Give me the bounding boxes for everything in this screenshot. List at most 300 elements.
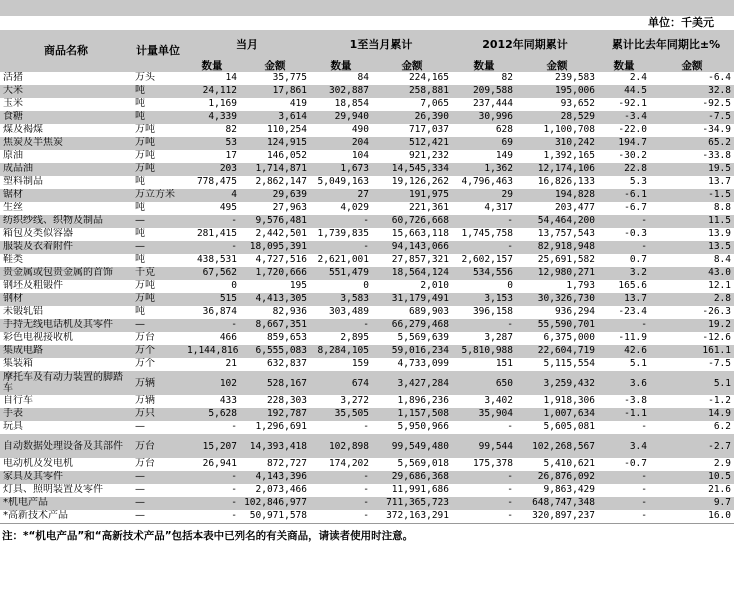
cell-ya: 94,143,066: [372, 241, 452, 254]
cell-cq: -: [598, 471, 650, 484]
cell-mq: -: [231, 484, 237, 496]
header-month: 当月: [184, 30, 310, 60]
cell-yq: 490: [351, 124, 369, 136]
cell-commodity-name: 纺织纱线、织物及制品: [0, 215, 132, 228]
cell-ya: 224,165: [408, 72, 449, 84]
cell-pq: -: [507, 484, 513, 496]
cell-pq: -: [507, 510, 513, 522]
cell-pa: 194,828: [516, 189, 598, 202]
table-row: [0, 98, 734, 111]
cell-ya: 15,663,118: [391, 228, 449, 240]
cell-pq: -: [452, 215, 516, 228]
cell-mq: 203: [184, 163, 240, 176]
cell-pa: 26,876,092: [516, 471, 598, 484]
cell-unit: —: [132, 319, 184, 332]
header-ytd: 1至当月累计: [310, 30, 452, 60]
cell-cq: 194.7: [598, 137, 650, 150]
cell-mq: -: [184, 241, 240, 254]
cell-cq: 42.6: [598, 345, 650, 358]
cell-ca: 21.6: [708, 484, 731, 496]
cell-commodity-name: 集装箱: [3, 358, 33, 370]
table-row: [0, 280, 734, 293]
cell-mq: 5,628: [184, 408, 240, 421]
cell-ya: 191,975: [372, 189, 452, 202]
cell-pq: 5,810,988: [452, 345, 516, 358]
cell-commodity-name: *高新技术产品: [3, 510, 68, 522]
cell-yq: 27: [310, 189, 372, 202]
cell-pa: 12,980,271: [516, 267, 598, 280]
cell-mq: 778,475: [196, 176, 237, 188]
header-qty: 数量: [598, 60, 650, 72]
cell-ca: 5.1: [650, 371, 734, 395]
cell-pq: 149: [495, 150, 513, 162]
cell-yq: -: [310, 215, 372, 228]
cell-pa: 3,259,432: [516, 371, 598, 395]
cell-ma: 2,862,147: [255, 176, 307, 188]
cell-unit: 万吨: [135, 150, 155, 162]
cell-ma: 2,442,501: [255, 228, 307, 240]
cell-pa: 5,410,621: [543, 458, 595, 470]
cell-ca: 161.1: [650, 345, 734, 358]
cell-cq: 5.1: [629, 358, 647, 370]
cell-ya: 66,279,468: [372, 319, 452, 332]
cell-commodity-name: 自动数据处理设备及其部件: [0, 434, 132, 458]
cell-ya: 1,896,236: [397, 395, 449, 407]
cell-cq: 2.4: [629, 72, 647, 84]
cell-ya: 711,365,723: [372, 497, 452, 510]
table-row: [0, 484, 734, 497]
cell-pa: 1,392,165: [543, 150, 595, 162]
cell-cq: -6.1: [598, 189, 650, 202]
cell-ya: 3,427,284: [372, 371, 452, 395]
cell-cq: 3.4: [598, 434, 650, 458]
cell-ca: 8.8: [713, 202, 731, 214]
cell-ma: 14,393,418: [240, 434, 310, 458]
cell-commodity-name: 焦炭及半焦炭: [0, 137, 132, 150]
cell-ca: 13.7: [708, 176, 731, 188]
cell-pq: 3,153: [452, 293, 516, 306]
cell-unit: —: [132, 471, 184, 484]
cell-yq: 3,272: [340, 395, 369, 407]
cell-commodity-name: 灯具、照明装置及零件: [3, 484, 103, 496]
cell-pq: 99,544: [452, 434, 516, 458]
cell-unit: 万台: [135, 458, 155, 470]
cell-commodity-name: *机电产品: [0, 497, 132, 510]
cell-yq: -: [310, 497, 372, 510]
table-row: [0, 293, 734, 306]
export-table: [0, 30, 734, 523]
cell-unit: 吨: [135, 254, 145, 266]
cell-unit: 吨: [135, 98, 145, 110]
cell-commodity-name: 钢坯及粗锻件: [3, 280, 63, 292]
cell-cq: 3.6: [598, 371, 650, 395]
cell-pq: 1,362: [452, 163, 516, 176]
cell-yq: -: [310, 319, 372, 332]
table-row: [0, 72, 734, 85]
cell-yq: 204: [310, 137, 372, 150]
cell-unit: —: [132, 241, 184, 254]
cell-pa: 1,100,708: [543, 124, 595, 136]
cell-pa: 22,604,719: [516, 345, 598, 358]
table-row: [0, 471, 734, 484]
cell-cq: 165.6: [618, 280, 647, 292]
cell-unit: 万台: [135, 332, 155, 344]
cell-ca: -92.5: [702, 98, 731, 110]
cell-cq: -23.4: [618, 306, 647, 318]
cell-commodity-name: 煤及褐煤: [3, 124, 43, 136]
cell-pq: 0: [507, 280, 513, 292]
cell-ya: 4,733,099: [397, 358, 449, 370]
table-row: [0, 395, 734, 408]
table-row: [0, 358, 734, 371]
cell-ya: 19,126,262: [391, 176, 449, 188]
cell-mq: 15,207: [184, 434, 240, 458]
cell-pq: -: [452, 471, 516, 484]
cell-commodity-name: 箱包及类似容器: [3, 228, 73, 240]
cell-ca: 14.9: [650, 408, 734, 421]
cell-yq: 1,673: [310, 163, 372, 176]
cell-ma: 195: [289, 280, 307, 292]
cell-unit: 吨: [135, 176, 145, 188]
cell-commodity-name: 鞋类: [3, 254, 23, 266]
cell-mq: 53: [184, 137, 240, 150]
cell-ya: 689,903: [408, 306, 449, 318]
cell-yq: -: [363, 484, 369, 496]
cell-pa: 195,006: [516, 85, 598, 98]
cell-unit: —: [135, 510, 145, 522]
cell-ya: 258,881: [372, 85, 452, 98]
cell-mq: 466: [219, 332, 237, 344]
cell-commodity-name: 贵金属或包贵金属的首饰: [0, 267, 132, 280]
cell-cq: 13.7: [598, 293, 650, 306]
cell-pq: 151: [495, 358, 513, 370]
cell-pq: 69: [452, 137, 516, 150]
cell-unit: 万吨: [132, 163, 184, 176]
cell-pa: 30,326,730: [516, 293, 598, 306]
cell-ya: 11,991,686: [391, 484, 449, 496]
cell-commodity-name: 集成电路: [0, 345, 132, 358]
cell-ya: 31,179,491: [372, 293, 452, 306]
cell-unit: 千克: [132, 267, 184, 280]
cell-yq: 674: [310, 371, 372, 395]
cell-pa: 102,268,567: [516, 434, 598, 458]
cell-pa: 5,115,554: [543, 358, 595, 370]
table-row: [0, 408, 734, 421]
cell-yq: -: [310, 241, 372, 254]
cell-yq: 18,854: [334, 98, 369, 110]
cell-unit: 万辆: [135, 395, 155, 407]
cell-yq: 303,489: [328, 306, 369, 318]
cell-yq: 174,202: [328, 458, 369, 470]
cell-pq: 4,796,463: [461, 176, 513, 188]
cell-pa: 54,464,200: [516, 215, 598, 228]
cell-pa: 648,747,348: [516, 497, 598, 510]
cell-ya: 60,726,668: [372, 215, 452, 228]
cell-yq: 551,479: [310, 267, 372, 280]
cell-mq: 4: [184, 189, 240, 202]
cell-ya: 2,010: [420, 280, 449, 292]
cell-commodity-name: 生丝: [3, 202, 23, 214]
cell-ma: 9,576,481: [240, 215, 310, 228]
cell-pa: 1,793: [566, 280, 595, 292]
cell-ca: 11.5: [650, 215, 734, 228]
cell-ca: -12.6: [702, 332, 731, 344]
cell-yq: 29,940: [310, 111, 372, 124]
cell-cq: -: [598, 241, 650, 254]
cell-pa: 239,583: [554, 72, 595, 84]
cell-ya: 18,564,124: [372, 267, 452, 280]
cell-unit: 万吨: [135, 124, 155, 136]
cell-pq: 4,317: [484, 202, 513, 214]
cell-pa: 936,294: [554, 306, 595, 318]
table-row: [0, 137, 734, 150]
cell-yq: -: [363, 421, 369, 433]
cell-cq: 22.8: [598, 163, 650, 176]
cell-mq: 24,112: [184, 85, 240, 98]
table-row: [0, 163, 734, 176]
cell-pa: 6,375,000: [543, 332, 595, 344]
cell-commodity-name: 玩具: [3, 421, 23, 433]
cell-ma: 1,296,691: [255, 421, 307, 433]
cell-cq: -: [641, 510, 647, 522]
cell-mq: 67,562: [184, 267, 240, 280]
cell-ma: 82,936: [272, 306, 307, 318]
cell-pa: 25,691,582: [537, 254, 595, 266]
cell-cq: 5.3: [629, 176, 647, 188]
cell-pq: -: [507, 421, 513, 433]
cell-ma: 4,413,305: [240, 293, 310, 306]
cell-cq: -3.8: [624, 395, 647, 407]
cell-mq: 515: [184, 293, 240, 306]
cell-unit: 吨: [132, 111, 184, 124]
cell-pq: 628: [495, 124, 513, 136]
header-amt: 金额: [650, 60, 734, 72]
cell-cq: -1.1: [598, 408, 650, 421]
cell-commodity-name: 电动机及发电机: [3, 458, 73, 470]
cell-ya: 14,545,334: [372, 163, 452, 176]
cell-yq: -: [310, 471, 372, 484]
cell-commodity-name: 原油: [3, 150, 23, 162]
cell-ca: 16.0: [708, 510, 731, 522]
cell-ca: 19.5: [650, 163, 734, 176]
top-bar: [0, 0, 734, 16]
header-name: 商品名称: [0, 30, 132, 72]
cell-ma: 3,614: [240, 111, 310, 124]
cell-ma: 4,143,396: [240, 471, 310, 484]
cell-ya: 26,390: [372, 111, 452, 124]
cell-unit: 万台: [132, 434, 184, 458]
cell-commodity-name: 大米: [0, 85, 132, 98]
table-row: [0, 85, 734, 98]
cell-ma: 228,303: [266, 395, 307, 407]
cell-ya: 1,157,508: [372, 408, 452, 421]
cell-pq: -: [452, 319, 516, 332]
table-row: [0, 150, 734, 163]
cell-ma: 872,727: [266, 458, 307, 470]
cell-ca: -26.3: [702, 306, 731, 318]
cell-pq: 29: [452, 189, 516, 202]
cell-mq: 433: [219, 395, 237, 407]
cell-cq: 0.7: [629, 254, 647, 266]
cell-mq: -: [184, 319, 240, 332]
cell-ma: 632,837: [266, 358, 307, 370]
table-row: [0, 176, 734, 189]
cell-yq: 84: [357, 72, 369, 84]
cell-pa: 203,477: [554, 202, 595, 214]
cell-commodity-name: 塑料制品: [3, 176, 43, 188]
cell-yq: 159: [351, 358, 369, 370]
cell-ca: -1.5: [650, 189, 734, 202]
header-amt: 金额: [516, 60, 598, 72]
cell-pq: 3,287: [484, 332, 513, 344]
table-row: [0, 510, 734, 523]
cell-mq: -: [184, 471, 240, 484]
cell-yq: -: [363, 510, 369, 522]
cell-cq: -11.9: [618, 332, 647, 344]
cell-cq: -: [598, 215, 650, 228]
cell-ma: 17,861: [240, 85, 310, 98]
cell-ya: 5,569,639: [397, 332, 449, 344]
cell-yq: 3,583: [310, 293, 372, 306]
cell-unit: —: [132, 497, 184, 510]
header-prev: 2012年同期累计: [452, 30, 598, 60]
table-row: [0, 319, 734, 332]
cell-pq: -: [452, 497, 516, 510]
cell-mq: 438,531: [196, 254, 237, 266]
header-qty: 数量: [310, 60, 372, 72]
header-unit: 计量单位: [132, 30, 184, 72]
cell-ca: 19.2: [650, 319, 734, 332]
cell-unit: —: [132, 215, 184, 228]
cell-ma: 192,787: [240, 408, 310, 421]
table-row: [0, 189, 734, 202]
cell-ca: -33.8: [702, 150, 731, 162]
cell-ma: 6,555,083: [240, 345, 310, 358]
cell-ma: 50,971,578: [249, 510, 307, 522]
cell-ca: 43.0: [650, 267, 734, 280]
cell-pq: 175,378: [472, 458, 513, 470]
cell-pq: 82: [501, 72, 513, 84]
cell-commodity-name: 成品油: [0, 163, 132, 176]
cell-ya: 5,569,018: [397, 458, 449, 470]
header-qty: 数量: [184, 60, 240, 72]
cell-cq: -92.1: [618, 98, 647, 110]
cell-unit: 万个: [135, 358, 155, 370]
cell-cq: -: [598, 319, 650, 332]
cell-cq: -: [641, 484, 647, 496]
cell-ca: 6.2: [713, 421, 731, 433]
cell-mq: -: [231, 510, 237, 522]
cell-ma: 2,073,466: [255, 484, 307, 496]
cell-commodity-name: 玉米: [3, 98, 23, 110]
cell-mq: 1,144,816: [184, 345, 240, 358]
cell-pa: 13,757,543: [537, 228, 595, 240]
cell-unit: 吨: [135, 228, 145, 240]
cell-ya: 5,950,966: [397, 421, 449, 433]
cell-commodity-name: 彩色电视接收机: [3, 332, 73, 344]
cell-mq: 495: [219, 202, 237, 214]
cell-unit: —: [135, 484, 145, 496]
cell-ma: 8,667,351: [240, 319, 310, 332]
cell-ca: 65.2: [650, 137, 734, 150]
table-body: [0, 72, 734, 523]
cell-ca: 2.9: [713, 458, 731, 470]
table-row: [0, 345, 734, 358]
cell-pq: 35,904: [452, 408, 516, 421]
cell-pq: -: [452, 241, 516, 254]
cell-commodity-name: 自行车: [3, 395, 33, 407]
cell-pq: 396,158: [472, 306, 513, 318]
cell-pa: 16,826,133: [537, 176, 595, 188]
cell-ya: 921,232: [408, 150, 449, 162]
cell-pq: 237,444: [472, 98, 513, 110]
cell-mq: 102: [184, 371, 240, 395]
cell-ya: 717,037: [408, 124, 449, 136]
cell-ya: 59,016,234: [372, 345, 452, 358]
cell-ma: 419: [289, 98, 307, 110]
cell-cq: -0.7: [624, 458, 647, 470]
cell-mq: 281,415: [196, 228, 237, 240]
cell-pa: 5,605,081: [543, 421, 595, 433]
cell-commodity-name: 未锻轧铝: [3, 306, 43, 318]
unit-label: 单位：千美元: [648, 16, 714, 29]
cell-yq: 5,049,163: [317, 176, 369, 188]
header-qty: 数量: [452, 60, 516, 72]
cell-pq: 2,602,157: [461, 254, 513, 266]
cell-mq: 36,874: [202, 306, 237, 318]
cell-cq: -3.4: [598, 111, 650, 124]
cell-yq: 302,887: [310, 85, 372, 98]
cell-unit: 万吨: [132, 137, 184, 150]
cell-ca: -7.5: [650, 111, 734, 124]
cell-cq: 3.2: [598, 267, 650, 280]
cell-unit: 万只: [132, 408, 184, 421]
table-row: [0, 254, 734, 267]
table-row: [0, 434, 734, 458]
cell-pa: 28,529: [516, 111, 598, 124]
cell-cq: -0.3: [624, 228, 647, 240]
cell-cq: -: [641, 421, 647, 433]
cell-ca: 2.8: [650, 293, 734, 306]
cell-ya: 512,421: [372, 137, 452, 150]
cell-yq: 2,895: [340, 332, 369, 344]
cell-ma: 124,915: [240, 137, 310, 150]
cell-unit: 万吨: [135, 280, 155, 292]
table-row: [0, 332, 734, 345]
cell-yq: 0: [363, 280, 369, 292]
cell-commodity-name: 服装及衣着附件: [0, 241, 132, 254]
cell-ma: 1,720,666: [240, 267, 310, 280]
cell-cq: -30.2: [618, 150, 647, 162]
cell-pq: 650: [452, 371, 516, 395]
cell-ca: -2.7: [650, 434, 734, 458]
cell-commodity-name: 家具及其零件: [0, 471, 132, 484]
cell-mq: 21: [225, 358, 237, 370]
cell-ya: 7,065: [420, 98, 449, 110]
cell-unit: 万个: [132, 345, 184, 358]
cell-unit: 万头: [135, 72, 155, 84]
cell-mq: -: [184, 215, 240, 228]
cell-ca: 12.1: [708, 280, 731, 292]
cell-ca: 8.4: [713, 254, 731, 266]
cell-unit: 吨: [132, 85, 184, 98]
cell-yq: 104: [351, 150, 369, 162]
cell-unit: 吨: [135, 202, 145, 214]
cell-ca: -34.9: [702, 124, 731, 136]
table-row: [0, 267, 734, 280]
cell-mq: 0: [231, 280, 237, 292]
cell-pa: 9,863,429: [543, 484, 595, 496]
